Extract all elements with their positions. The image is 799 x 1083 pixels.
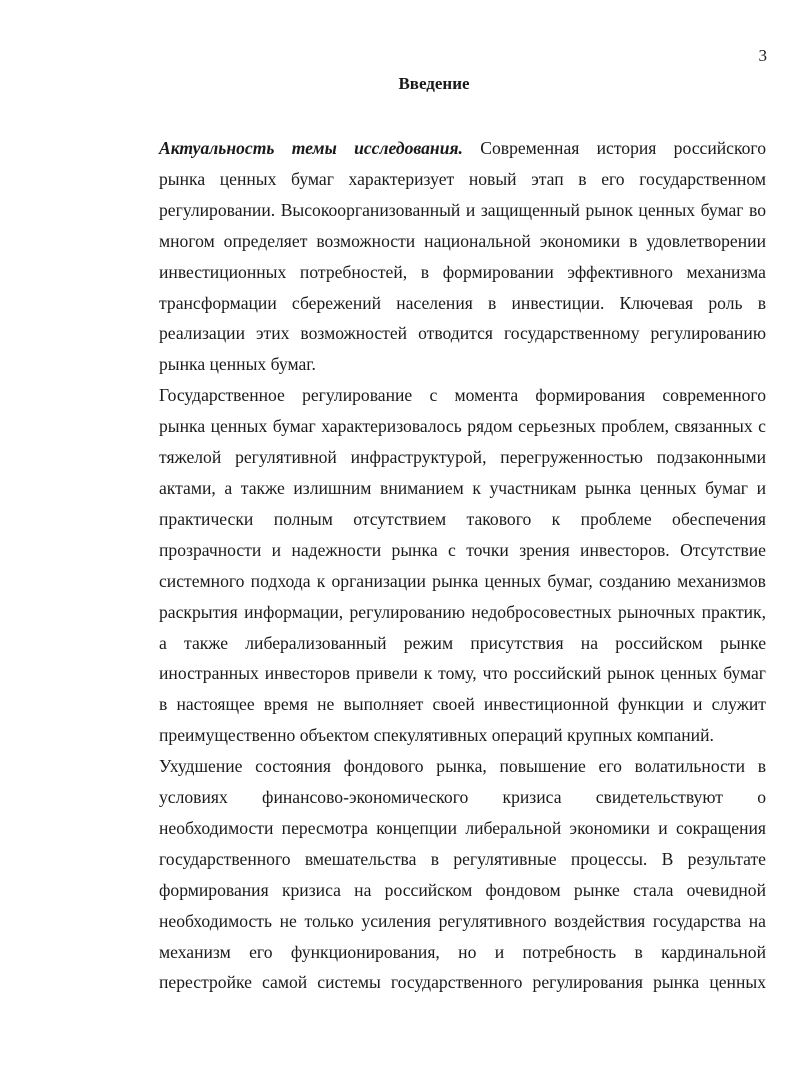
text-line: рынка ценных бумаг характеризовалось рядом серьезных проблем, связанных с — [159, 416, 766, 437]
text-line: необходимость не только усиления регулятивного воздействия государства на — [159, 910, 766, 931]
text-line: в настоящее время не выполняет своей инвестиционной функции и служит — [159, 694, 766, 715]
text-line: Ухудшение состояния фондового рынка, повышение его волатильности в — [159, 756, 766, 777]
paragraph-1 — [111, 133, 766, 380]
text-line: регулировании. Высокоорганизованный и защищенный рынок ценных бумаг во — [159, 199, 766, 220]
page-title: Введение — [398, 74, 470, 93]
text-line: формирования кризиса на российском фондовом рынке стала очевидной — [159, 879, 766, 900]
text-line: рынка ценных бумаг. — [159, 354, 316, 375]
text-line: государственного вмешательства в регулятивные процессы. В результате — [159, 848, 766, 869]
text-line: механизм его функционирования, но и потребность в кардинальной — [159, 941, 766, 962]
text-line: преимущественно объектом спекулятивных операций крупных компаний. — [159, 725, 714, 746]
text-line: иностранных инвесторов привели к тому, что российский рынок ценных бумаг — [159, 663, 766, 684]
text-line: трансформации сбережений населения в инвестиции. Ключевая роль в — [159, 292, 766, 313]
text-line: Государственное регулирование с момента формирования современного — [159, 385, 766, 406]
text-line: раскрытия информации, регулированию недобросовестных рыночных практик, — [159, 601, 766, 622]
paragraph-3 — [111, 751, 766, 998]
text-line: условиях финансово-экономического кризиса свидетельствуют о — [159, 787, 766, 808]
text-line: перестройке самой системы государственного регулирования рынка ценных — [159, 972, 766, 993]
text-line-rest: Современная история российского — [462, 138, 766, 158]
text-line: многом определяет возможности национальной экономики в удовлетворении — [159, 230, 766, 251]
text-line: необходимости пересмотра концепции либеральной экономики и сокращения — [159, 817, 766, 838]
text-line: прозрачности и надежности рынка с точки зрения инвесторов. Отсутствие — [159, 539, 766, 560]
paragraph-2 — [111, 380, 766, 751]
text-line: инвестиционных потребностей, в формировании эффективного механизма — [159, 261, 766, 282]
text-line: системного подхода к организации рынка ценных бумаг, созданию механизмов — [159, 570, 766, 591]
body-text — [111, 133, 766, 998]
text-line: практически полным отсутствием такового к проблеме обеспечения — [159, 508, 766, 529]
text-line — [111, 133, 766, 164]
text-line: реализации этих возможностей отводится государственному регулированию — [159, 323, 766, 344]
paragraph-lead: Актуальность темы исследования. — [159, 138, 463, 158]
text-line: рынка ценных бумаг характеризует новый этап в его государственном — [159, 168, 766, 189]
page-number: 3 — [758, 46, 767, 65]
text-line: актами, а также излишним вниманием к участникам рынка ценных бумаг и — [159, 477, 766, 498]
text-line: а также либерализованный режим присутствия на российском рынке — [159, 632, 766, 653]
text-line: тяжелой регулятивной инфраструктурой, перегруженностью подзаконными — [159, 447, 766, 468]
